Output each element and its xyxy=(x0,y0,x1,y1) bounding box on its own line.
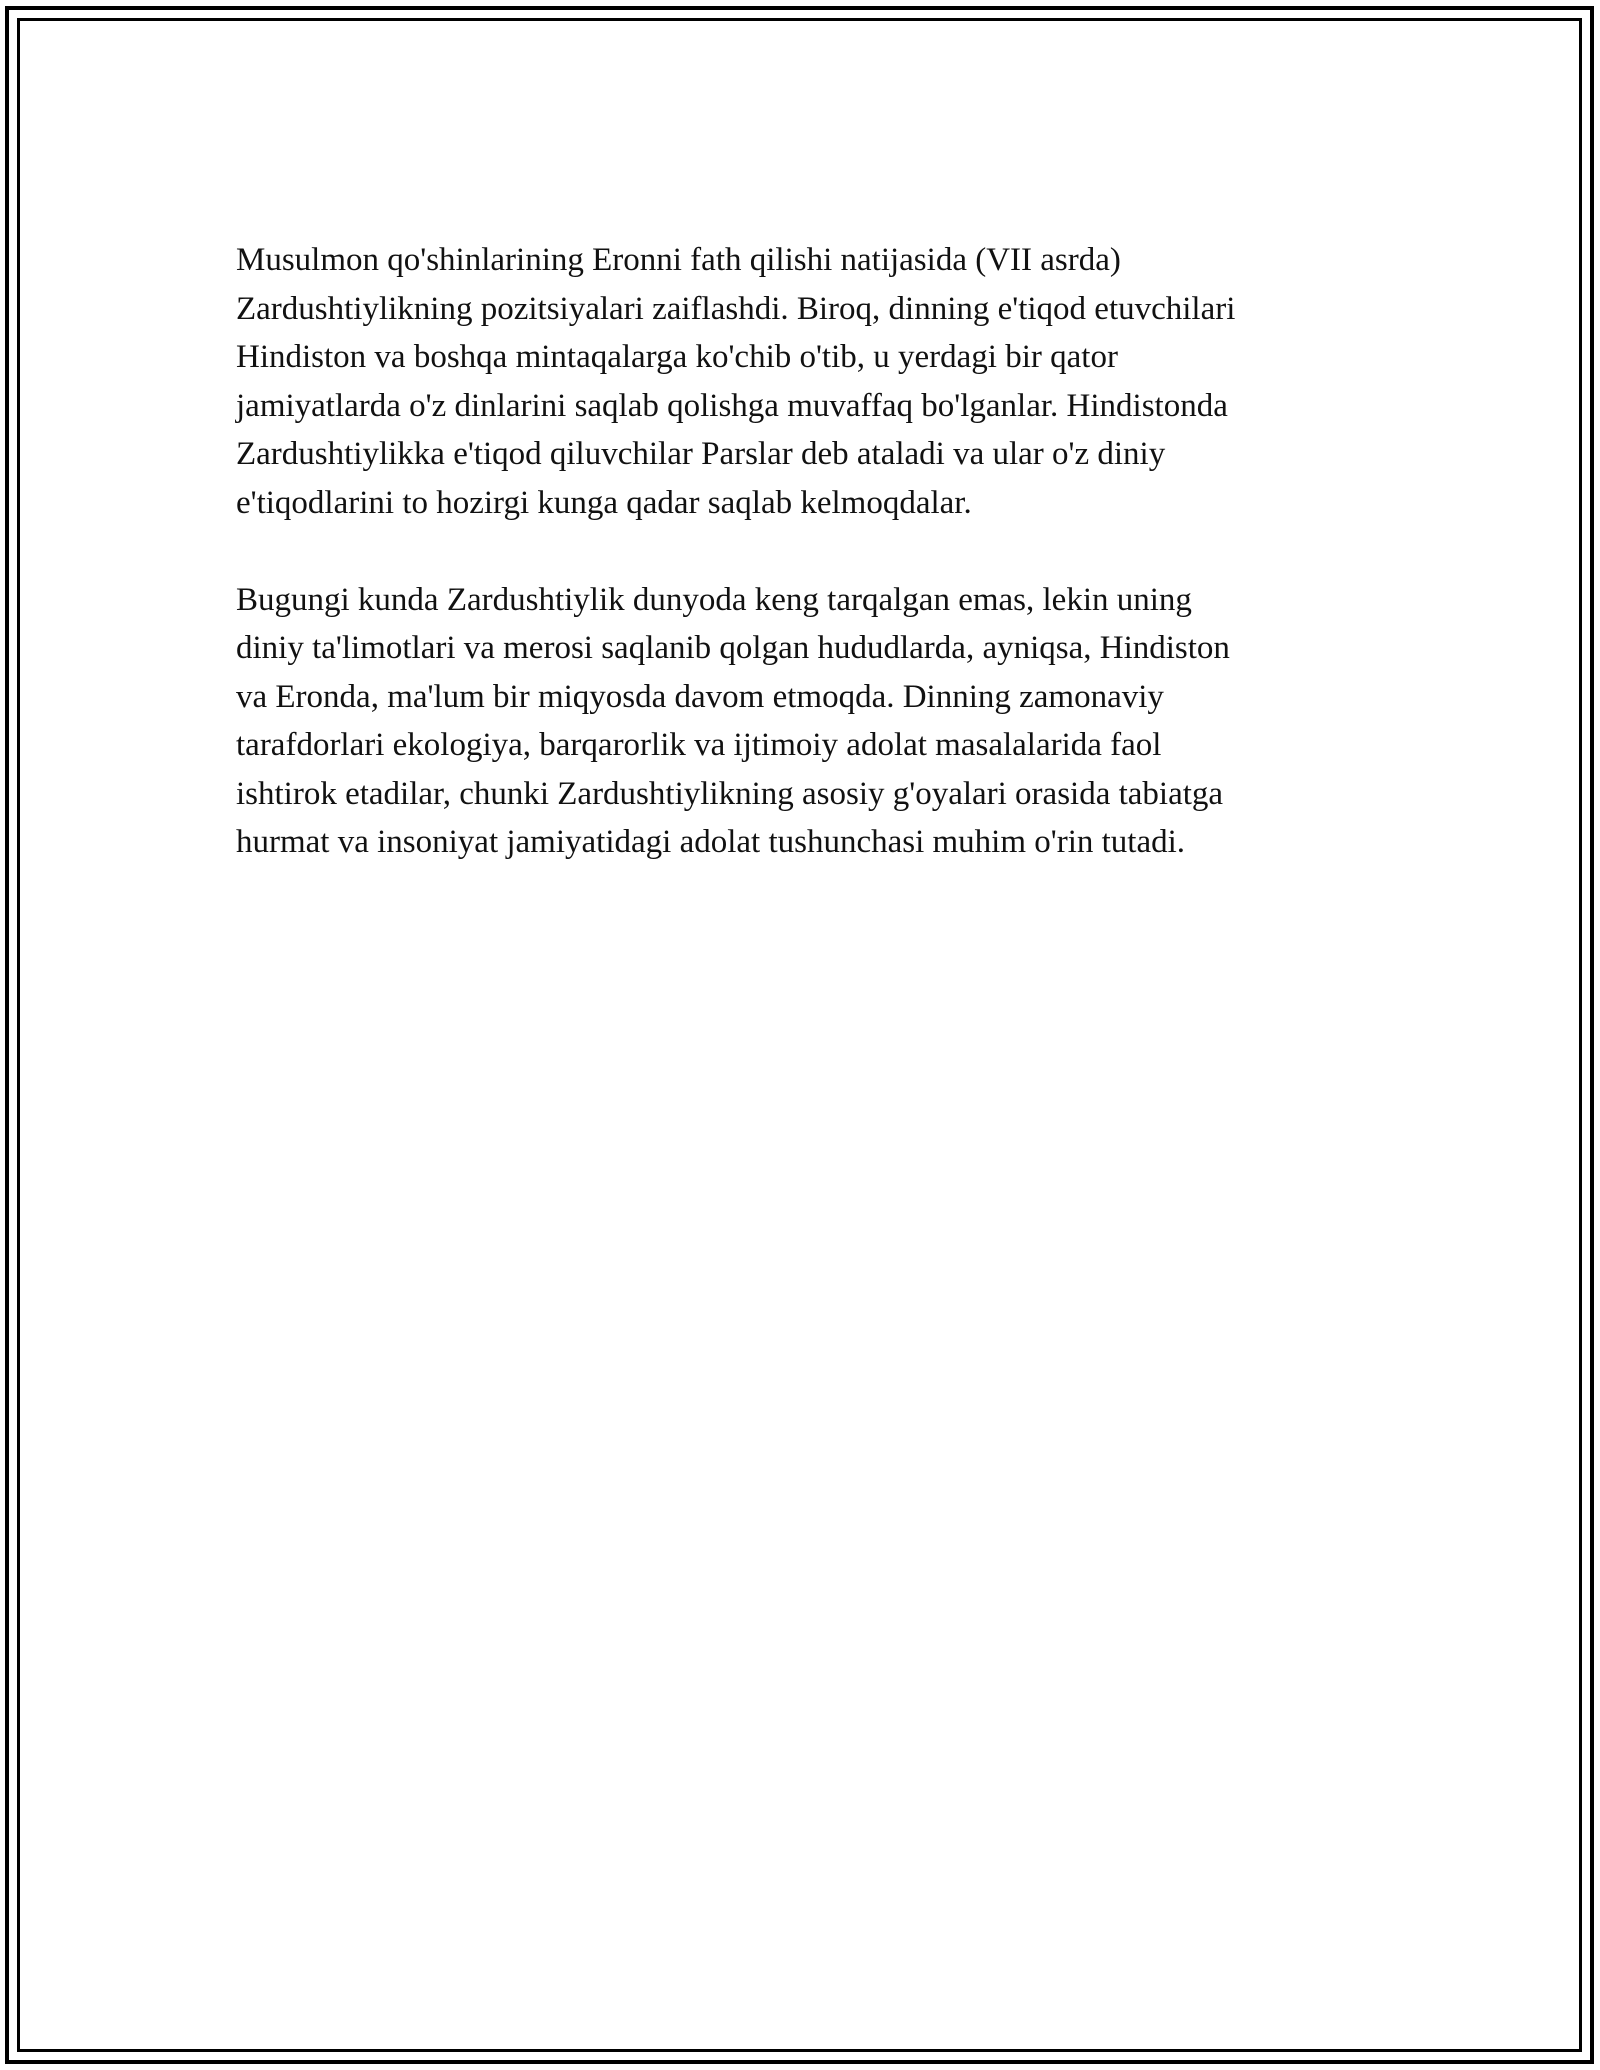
paragraph-1 xyxy=(236,236,1366,527)
paragraph-2 xyxy=(236,576,1366,867)
document-body xyxy=(236,236,1366,915)
text-line: va Eronda, ma'lum bir miqyosda davom etmoqda. Dinning zamonaviy xyxy=(236,678,1164,715)
text-line: Hindiston va boshqa mintaqalarga ko'chib o'tib, u yerdagi bir qator xyxy=(236,339,1118,375)
text-line: jamiyatlarda o'z dinlarini saqlab qolishga muvaffaq bo'lganlar. Hindistonda xyxy=(236,387,1228,424)
text-line: diniy ta'limotlari va merosi saqlanib qolgan hududlarda, ayniqsa, Hindiston xyxy=(236,630,1230,666)
text-line: Bugungi kunda Zardushtiylik dunyoda keng tarqalgan emas, lekin uning xyxy=(236,581,1192,618)
text-line: tarafdorlari ekologiya, barqarorlik va ijtimoiy adolat masalalarida faol xyxy=(236,727,1162,763)
text-line: Zardushtiylikning pozitsiyalari zaiflashdi. Biroq, dinning e'tiqod etuvchilari xyxy=(236,290,1236,327)
text-line: Musulmon qo'shinlarining Eronni fath qilishi natijasida (VII asrda) xyxy=(236,242,1121,278)
text-line: ishtirok etadilar, chunki Zardushtiylikning asosiy g'oyalari orasida tabiatga xyxy=(236,775,1224,812)
text-line: Zardushtiylikka e'tiqod qiluvchilar Parslar deb ataladi va ular o'z diniy xyxy=(236,436,1166,472)
text-line: hurmat va insoniyat jamiyatidagi adolat tushunchasi muhim o'rin tutadi. xyxy=(236,824,1186,860)
text-line: e'tiqodlarini to hozirgi kunga qadar saqlab kelmoqdalar. xyxy=(236,484,972,521)
